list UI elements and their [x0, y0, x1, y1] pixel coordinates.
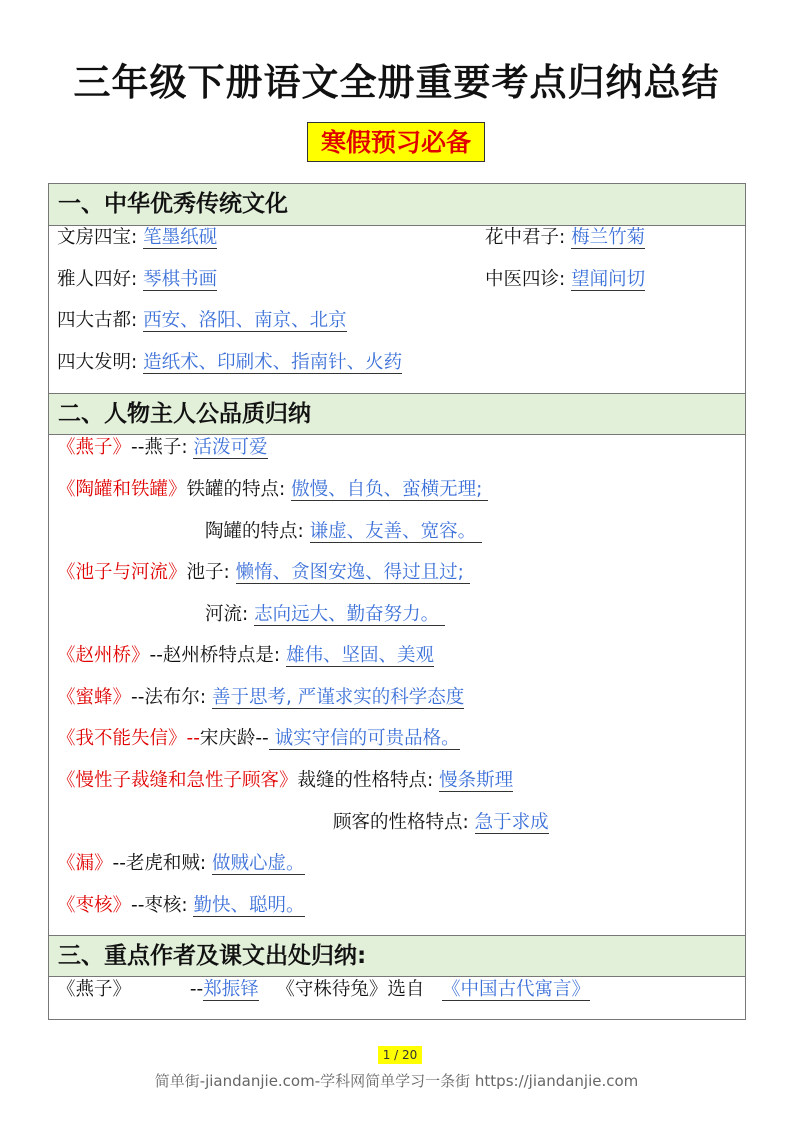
answer-text: 琴棋书画 [143, 269, 218, 290]
label-text: 文房四宝: [57, 227, 144, 248]
list-item [57, 267, 217, 293]
lesson-title: 《我不能失信》 [57, 728, 187, 749]
subtitle-badge: 寒假预习必备 [307, 122, 485, 162]
answer-text: 做贼心虚。 [211, 853, 305, 874]
list-item [57, 225, 217, 251]
list-item [485, 225, 645, 251]
label-text: 《燕子》 [57, 979, 132, 1000]
answer-text: 西安、洛阳、南京、北京 [143, 310, 347, 331]
list-item [57, 435, 268, 461]
answer-text: 望闻问切 [571, 269, 646, 290]
lesson-title: 《枣核》 [57, 895, 132, 916]
label-text: 花中君子: [485, 227, 572, 248]
answer-text: 急于求成 [474, 812, 549, 833]
label-text: 河流: [205, 604, 255, 625]
lesson-title: -- [186, 728, 200, 749]
section-heading: 二、人物主人公品质归纳 [49, 393, 745, 435]
lesson-title: 《赵州桥》 [57, 645, 150, 666]
label-text: 雅人四好: [57, 269, 144, 290]
lesson-title: 《蜜蜂》 [57, 687, 132, 708]
page-title: 三年级下册语文全册重要考点归纳总结 [73, 61, 720, 104]
list-item [57, 726, 460, 752]
section-heading: 三、重点作者及课文出处归纳: [49, 935, 745, 977]
label-text: 顾客的性格特点: [333, 812, 475, 833]
list-item [485, 267, 645, 293]
list-item [205, 519, 482, 545]
label-text: --赵州桥特点是: [149, 645, 286, 666]
lesson-title: 《慢性子裁缝和急性子顾客》 [57, 770, 298, 791]
section-heading: 一、中华优秀传统文化 [49, 184, 745, 226]
answer-text: 诚实守信的可贵品格。 [268, 728, 460, 749]
answer-text: 笔墨纸砚 [143, 227, 218, 248]
list-item [57, 643, 434, 669]
label-text: 池子: [186, 562, 236, 583]
label-text: 宋庆龄-- [199, 728, 269, 749]
list-item [57, 560, 470, 586]
answer-text: 谦虚、友善、宽容。 [309, 521, 483, 542]
list-item [57, 477, 488, 503]
answer-text: 善于思考, 严谨求实的科学态度 [211, 687, 465, 708]
label-text: 四大古都: [57, 310, 144, 331]
list-item [333, 810, 549, 836]
label-text: 裁缝的性格特点: [297, 770, 440, 791]
list-item [57, 977, 590, 1003]
answer-text: 《中国古代寓言》 [442, 979, 591, 1000]
answer-text: 慢条斯理 [439, 770, 514, 791]
label-text: 中医四诊: [485, 269, 572, 290]
label-text: 《守株待兔》选自 [258, 979, 442, 1000]
label-text: --老虎和贼: [112, 853, 212, 874]
list-item [205, 602, 445, 628]
lesson-title: 《燕子》 [57, 437, 132, 458]
label-text: 陶罐的特点: [205, 521, 310, 542]
label-text: 四大发明: [57, 352, 144, 373]
answer-text: 志向远大、勤奋努力。 [254, 604, 446, 625]
label-text: --法布尔: [131, 687, 212, 708]
label-text: 铁罐的特点: [186, 479, 292, 500]
lesson-title: 《漏》 [57, 853, 113, 874]
lesson-title: 《池子与河流》 [57, 562, 187, 583]
answer-text: 郑振铎 [203, 979, 259, 1000]
page-number: 1 / 20 [378, 1046, 422, 1064]
answer-text: 懒惰、贪图安逸、得过且过; [235, 562, 470, 583]
list-item [57, 350, 402, 376]
list-item [57, 685, 464, 711]
answer-text: 梅兰竹菊 [571, 227, 646, 248]
label-text: --燕子: [131, 437, 194, 458]
list-item [57, 308, 347, 334]
list-item [57, 893, 305, 919]
label-text: --枣核: [131, 895, 194, 916]
list-item [57, 768, 513, 794]
answer-text: 雄伟、坚固、美观 [285, 645, 434, 666]
answer-text: 活泼可爱 [193, 437, 268, 458]
answer-text: 勤快、聪明。 [193, 895, 305, 916]
content-table [48, 183, 746, 1020]
answer-text: 造纸术、印刷术、指南针、火药 [143, 352, 403, 373]
label-text: -- [131, 979, 204, 1000]
lesson-title: 《陶罐和铁罐》 [57, 479, 187, 500]
answer-text: 傲慢、自负、蛮横无理; [291, 479, 489, 500]
footer-text: 简单街-jiandanjie.com-学科网简单学习一条街 https://jiandanjie.com [154, 1072, 639, 1090]
list-item [57, 851, 305, 877]
